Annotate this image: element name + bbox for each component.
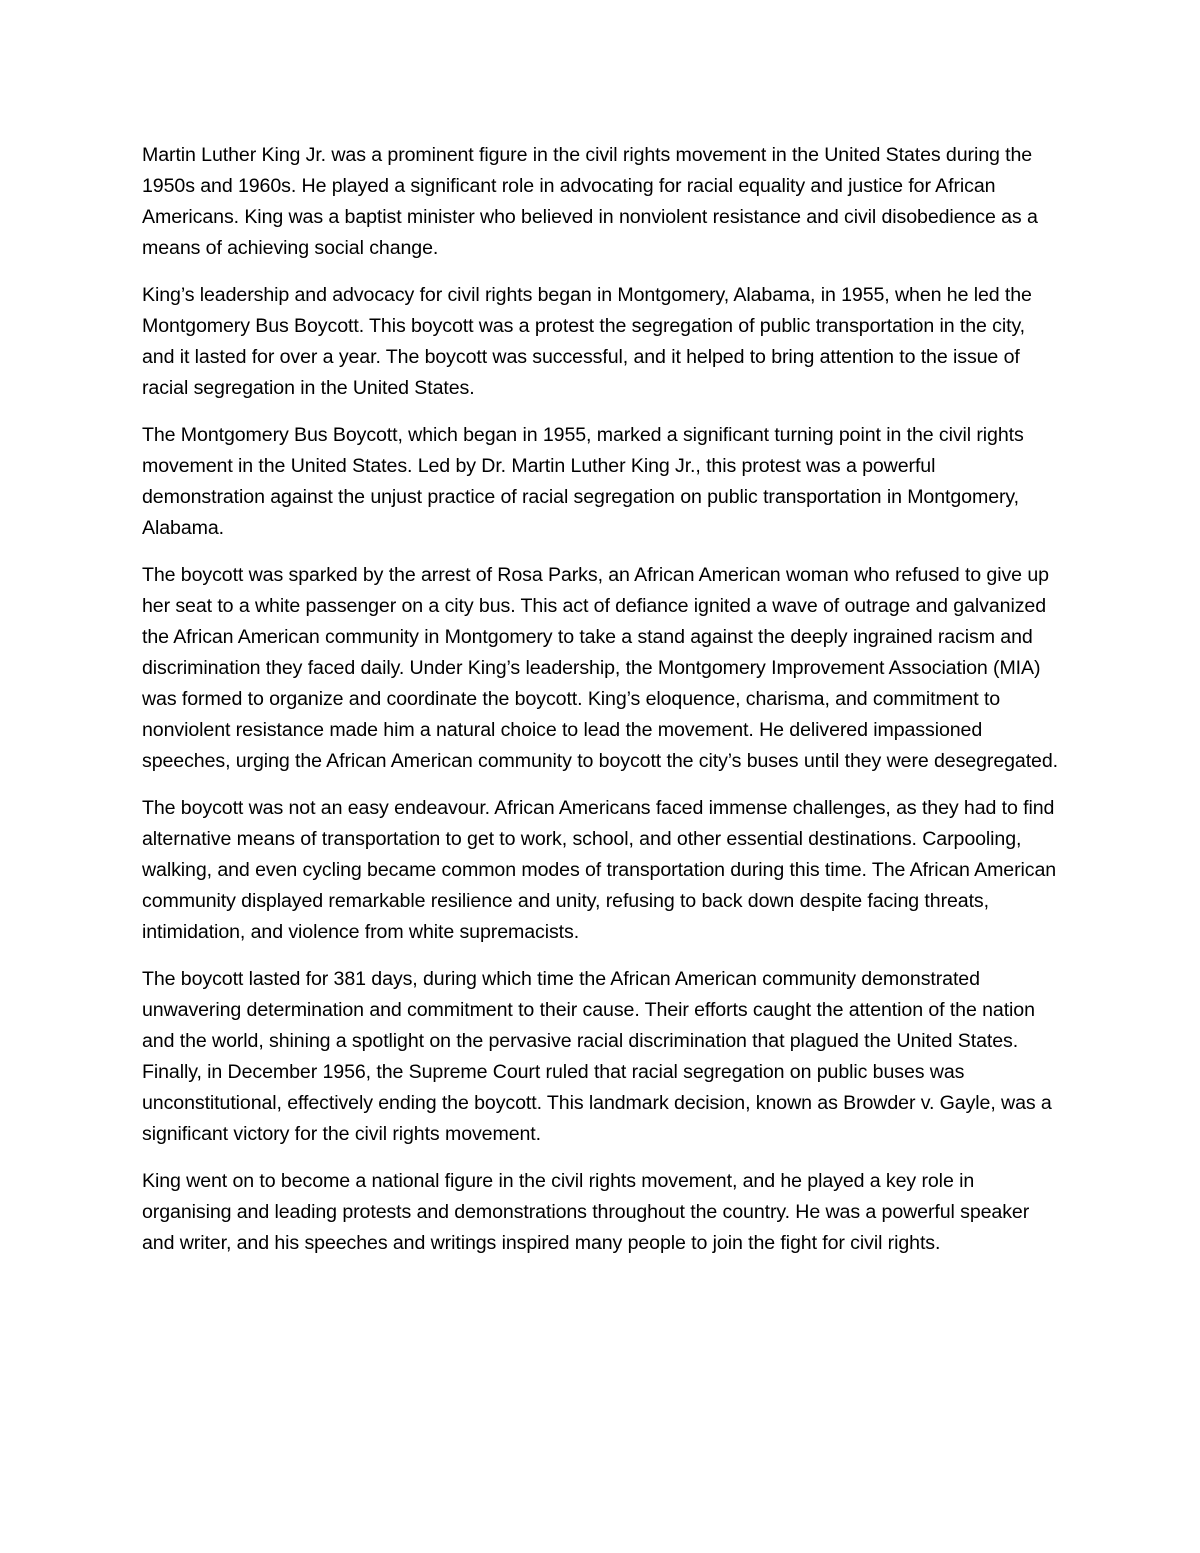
paragraph-national-figure: King went on to become a national figure in the civil rights movement, and he played a key role in organising and leading protests and demonstrations throughout the country. He was a powerful speaker and writer, and his speeches and writings inspired many people to join the fight for civil rights. bbox=[142, 1170, 1030, 1254]
paragraph-intro: Martin Luther King Jr. was a prominent figure in the civil rights movement in the United States during the 1950s and 1960s. He played a significant role in advocating for racial equality and justice for African Americans. King was a baptist minister who believed in nonviolent resistance and civil disobedience as a means of achieving social change. bbox=[142, 144, 1038, 259]
paragraph-rosa-parks: The boycott was sparked by the arrest of Rosa Parks, an African American woman who refused to give up her seat to a white passenger on a city bus. This act of defiance ignited a wave of outrage and galvanized the African American community in Montgomery to take a stand against the deeply ingrained racism and discrimination they faced daily. Under King’s leadership, the Montgomery Improvement Association (MIA) was formed to organize and coordinate the boycott. King’s eloquence, charisma, and commitment to nonviolent resistance made him a natural choice to lead the movement. He delivered impassioned speeches, urging the African American community to boycott the city’s buses until they were desegregated. bbox=[142, 564, 1058, 772]
document-body bbox=[142, 140, 1062, 1275]
paragraph-381-days: The boycott lasted for 381 days, during which time the African American community demonstrated unwavering determination and commitment to their cause. Their efforts caught the attention of the nation and the world, shining a spotlight on the pervasive racial discrimination that plagued the United States. Finally, in December 1956, the Supreme Court ruled that racial segregation on public buses was unconstitutional, effectively ending the boycott. This landmark decision, known as Browder v. Gayle, was a significant victory for the civil rights movement. bbox=[142, 968, 1052, 1145]
paragraph-montgomery-leadership: King’s leadership and advocacy for civil rights began in Montgomery, Alabama, in 1955, when he led the Montgomery Bus Boycott. This boycott was a protest the segregation of public transportation in the city, and it lasted for over a year. The boycott was successful, and it helped to bring attention to the issue of racial segregation in the United States. bbox=[142, 284, 1032, 399]
paragraph-challenges: The boycott was not an easy endeavour. African Americans faced immense challenges, as they had to find alternative means of transportation to get to work, school, and other essential destinations. Carpooling, walking, and even cycling became common modes of transportation during this time. The African American community displayed remarkable resilience and unity, refusing to back down despite facing threats, intimidation, and violence from white supremacists. bbox=[142, 797, 1057, 943]
paragraph-bus-boycott: The Montgomery Bus Boycott, which began in 1955, marked a significant turning point in the civil rights movement in the United States. Led by Dr. Martin Luther King Jr., this protest was a powerful demonstration against the unjust practice of racial segregation on public transportation in Montgomery, Alabama. bbox=[142, 424, 1024, 539]
